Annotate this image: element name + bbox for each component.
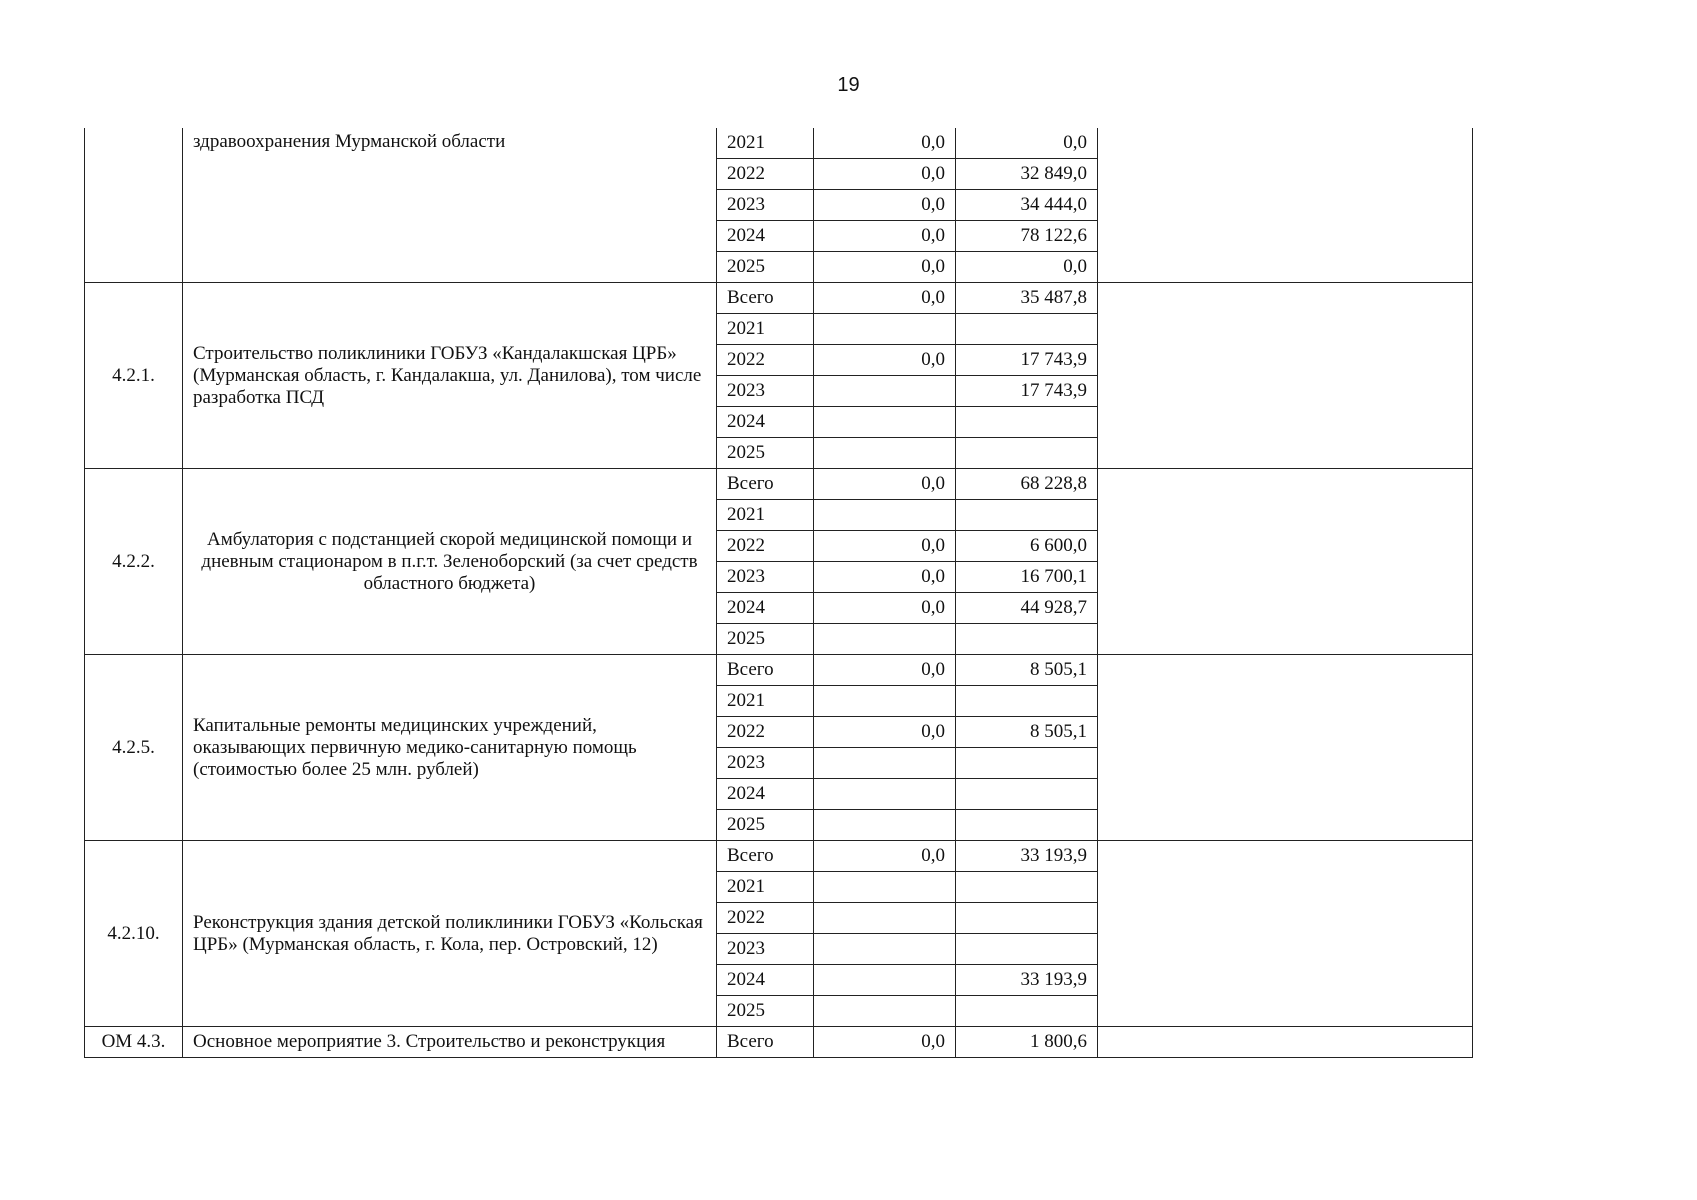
year-cell: 2021	[717, 872, 814, 903]
value-cell: 35 487,8	[956, 283, 1098, 314]
value-cell	[814, 903, 956, 934]
value-cell	[814, 438, 956, 469]
value-cell: 0,0	[814, 190, 956, 221]
page-number: 19	[837, 74, 860, 96]
item-code: 4.2.2.	[85, 469, 183, 655]
year-cell: 2025	[717, 810, 814, 841]
year-cell: 2021	[717, 500, 814, 531]
item-code: 4.2.1.	[85, 283, 183, 469]
value-cell: 0,0	[814, 841, 956, 872]
value-cell	[956, 500, 1098, 531]
budget-table	[84, 128, 1473, 1058]
notes-cell	[1098, 655, 1473, 841]
year-cell: 2025	[717, 252, 814, 283]
value-cell: 44 928,7	[956, 593, 1098, 624]
year-cell: 2023	[717, 748, 814, 779]
value-cell: 17 743,9	[956, 345, 1098, 376]
year-cell: Всего	[717, 1027, 814, 1058]
value-cell: 0,0	[814, 1027, 956, 1058]
year-cell: 2025	[717, 438, 814, 469]
value-cell	[814, 624, 956, 655]
value-cell	[814, 314, 956, 345]
year-cell: Всего	[717, 655, 814, 686]
value-cell: 8 505,1	[956, 717, 1098, 748]
item-code: 4.2.5.	[85, 655, 183, 841]
year-cell: 2024	[717, 407, 814, 438]
year-cell: Всего	[717, 283, 814, 314]
item-name: Строительство поликлиники ГОБУЗ «Кандалакшская ЦРБ» (Мурманская область, г. Кандалакша, ул. Данилова), том числе разработка ПСД	[183, 283, 717, 469]
value-cell	[814, 376, 956, 407]
year-cell: 2021	[717, 128, 814, 159]
value-cell: 0,0	[814, 593, 956, 624]
value-cell: 1 800,6	[956, 1027, 1098, 1058]
value-cell: 0,0	[814, 531, 956, 562]
year-cell: 2022	[717, 903, 814, 934]
value-cell	[814, 779, 956, 810]
value-cell: 6 600,0	[956, 531, 1098, 562]
value-cell	[956, 624, 1098, 655]
value-cell	[956, 686, 1098, 717]
table-row	[85, 1027, 1473, 1058]
year-cell: 2022	[717, 159, 814, 190]
value-cell	[814, 872, 956, 903]
value-cell: 0,0	[814, 717, 956, 748]
value-cell: 8 505,1	[956, 655, 1098, 686]
value-cell	[956, 872, 1098, 903]
value-cell	[956, 438, 1098, 469]
value-cell: 33 193,9	[956, 841, 1098, 872]
item-code	[85, 128, 183, 283]
value-cell: 16 700,1	[956, 562, 1098, 593]
value-cell	[956, 779, 1098, 810]
notes-cell	[1098, 1027, 1473, 1058]
value-cell: 0,0	[956, 252, 1098, 283]
value-cell	[814, 996, 956, 1027]
value-cell: 0,0	[956, 128, 1098, 159]
year-cell: 2024	[717, 221, 814, 252]
value-cell: 0,0	[814, 252, 956, 283]
value-cell	[814, 686, 956, 717]
value-cell: 34 444,0	[956, 190, 1098, 221]
notes-cell	[1098, 469, 1473, 655]
year-cell: 2025	[717, 624, 814, 655]
year-cell: 2023	[717, 562, 814, 593]
item-name: здравоохранения Мурманской области	[183, 128, 717, 283]
value-cell: 33 193,9	[956, 965, 1098, 996]
table-row	[85, 128, 1473, 159]
item-name: Амбулатория с подстанцией скорой медицинской помощи и дневным стационаром в п.г.т. Зеленоборский (за счет средств областного бюджета)	[183, 469, 717, 655]
year-cell: Всего	[717, 841, 814, 872]
year-cell: 2021	[717, 686, 814, 717]
year-cell: 2023	[717, 190, 814, 221]
item-name: Основное мероприятие 3. Строительство и реконструкция	[183, 1027, 717, 1058]
value-cell: 0,0	[814, 283, 956, 314]
item-code: 4.2.10.	[85, 841, 183, 1027]
year-cell: 2024	[717, 965, 814, 996]
value-cell: 17 743,9	[956, 376, 1098, 407]
table-row	[85, 655, 1473, 686]
year-cell: 2024	[717, 593, 814, 624]
value-cell: 0,0	[814, 128, 956, 159]
notes-cell	[1098, 841, 1473, 1027]
year-cell: Всего	[717, 469, 814, 500]
value-cell	[814, 810, 956, 841]
value-cell: 0,0	[814, 655, 956, 686]
item-code: ОМ 4.3.	[85, 1027, 183, 1058]
value-cell	[814, 965, 956, 996]
value-cell	[956, 903, 1098, 934]
value-cell	[956, 748, 1098, 779]
value-cell: 0,0	[814, 562, 956, 593]
year-cell: 2022	[717, 717, 814, 748]
value-cell: 32 849,0	[956, 159, 1098, 190]
year-cell: 2025	[717, 996, 814, 1027]
value-cell: 0,0	[814, 345, 956, 376]
value-cell: 0,0	[814, 221, 956, 252]
value-cell	[956, 810, 1098, 841]
value-cell	[956, 407, 1098, 438]
value-cell: 68 228,8	[956, 469, 1098, 500]
notes-cell	[1098, 128, 1473, 283]
year-cell: 2023	[717, 376, 814, 407]
year-cell: 2021	[717, 314, 814, 345]
year-cell: 2022	[717, 531, 814, 562]
value-cell	[814, 934, 956, 965]
item-name: Капитальные ремонты медицинских учреждений, оказывающих первичную медико-санитарную помощь (стоимостью более 25 млн. рублей)	[183, 655, 717, 841]
value-cell	[814, 748, 956, 779]
value-cell	[956, 314, 1098, 345]
value-cell	[814, 407, 956, 438]
value-cell: 0,0	[814, 159, 956, 190]
value-cell: 78 122,6	[956, 221, 1098, 252]
value-cell	[956, 934, 1098, 965]
value-cell	[956, 996, 1098, 1027]
notes-cell	[1098, 283, 1473, 469]
table-row	[85, 469, 1473, 500]
year-cell: 2023	[717, 934, 814, 965]
item-name: Реконструкция здания детской поликлиники ГОБУЗ «Кольская ЦРБ» (Мурманская область, г. Кола, пер. Островский, 12)	[183, 841, 717, 1027]
value-cell: 0,0	[814, 469, 956, 500]
table-row	[85, 283, 1473, 314]
value-cell	[814, 500, 956, 531]
table-row	[85, 841, 1473, 872]
year-cell: 2024	[717, 779, 814, 810]
year-cell: 2022	[717, 345, 814, 376]
